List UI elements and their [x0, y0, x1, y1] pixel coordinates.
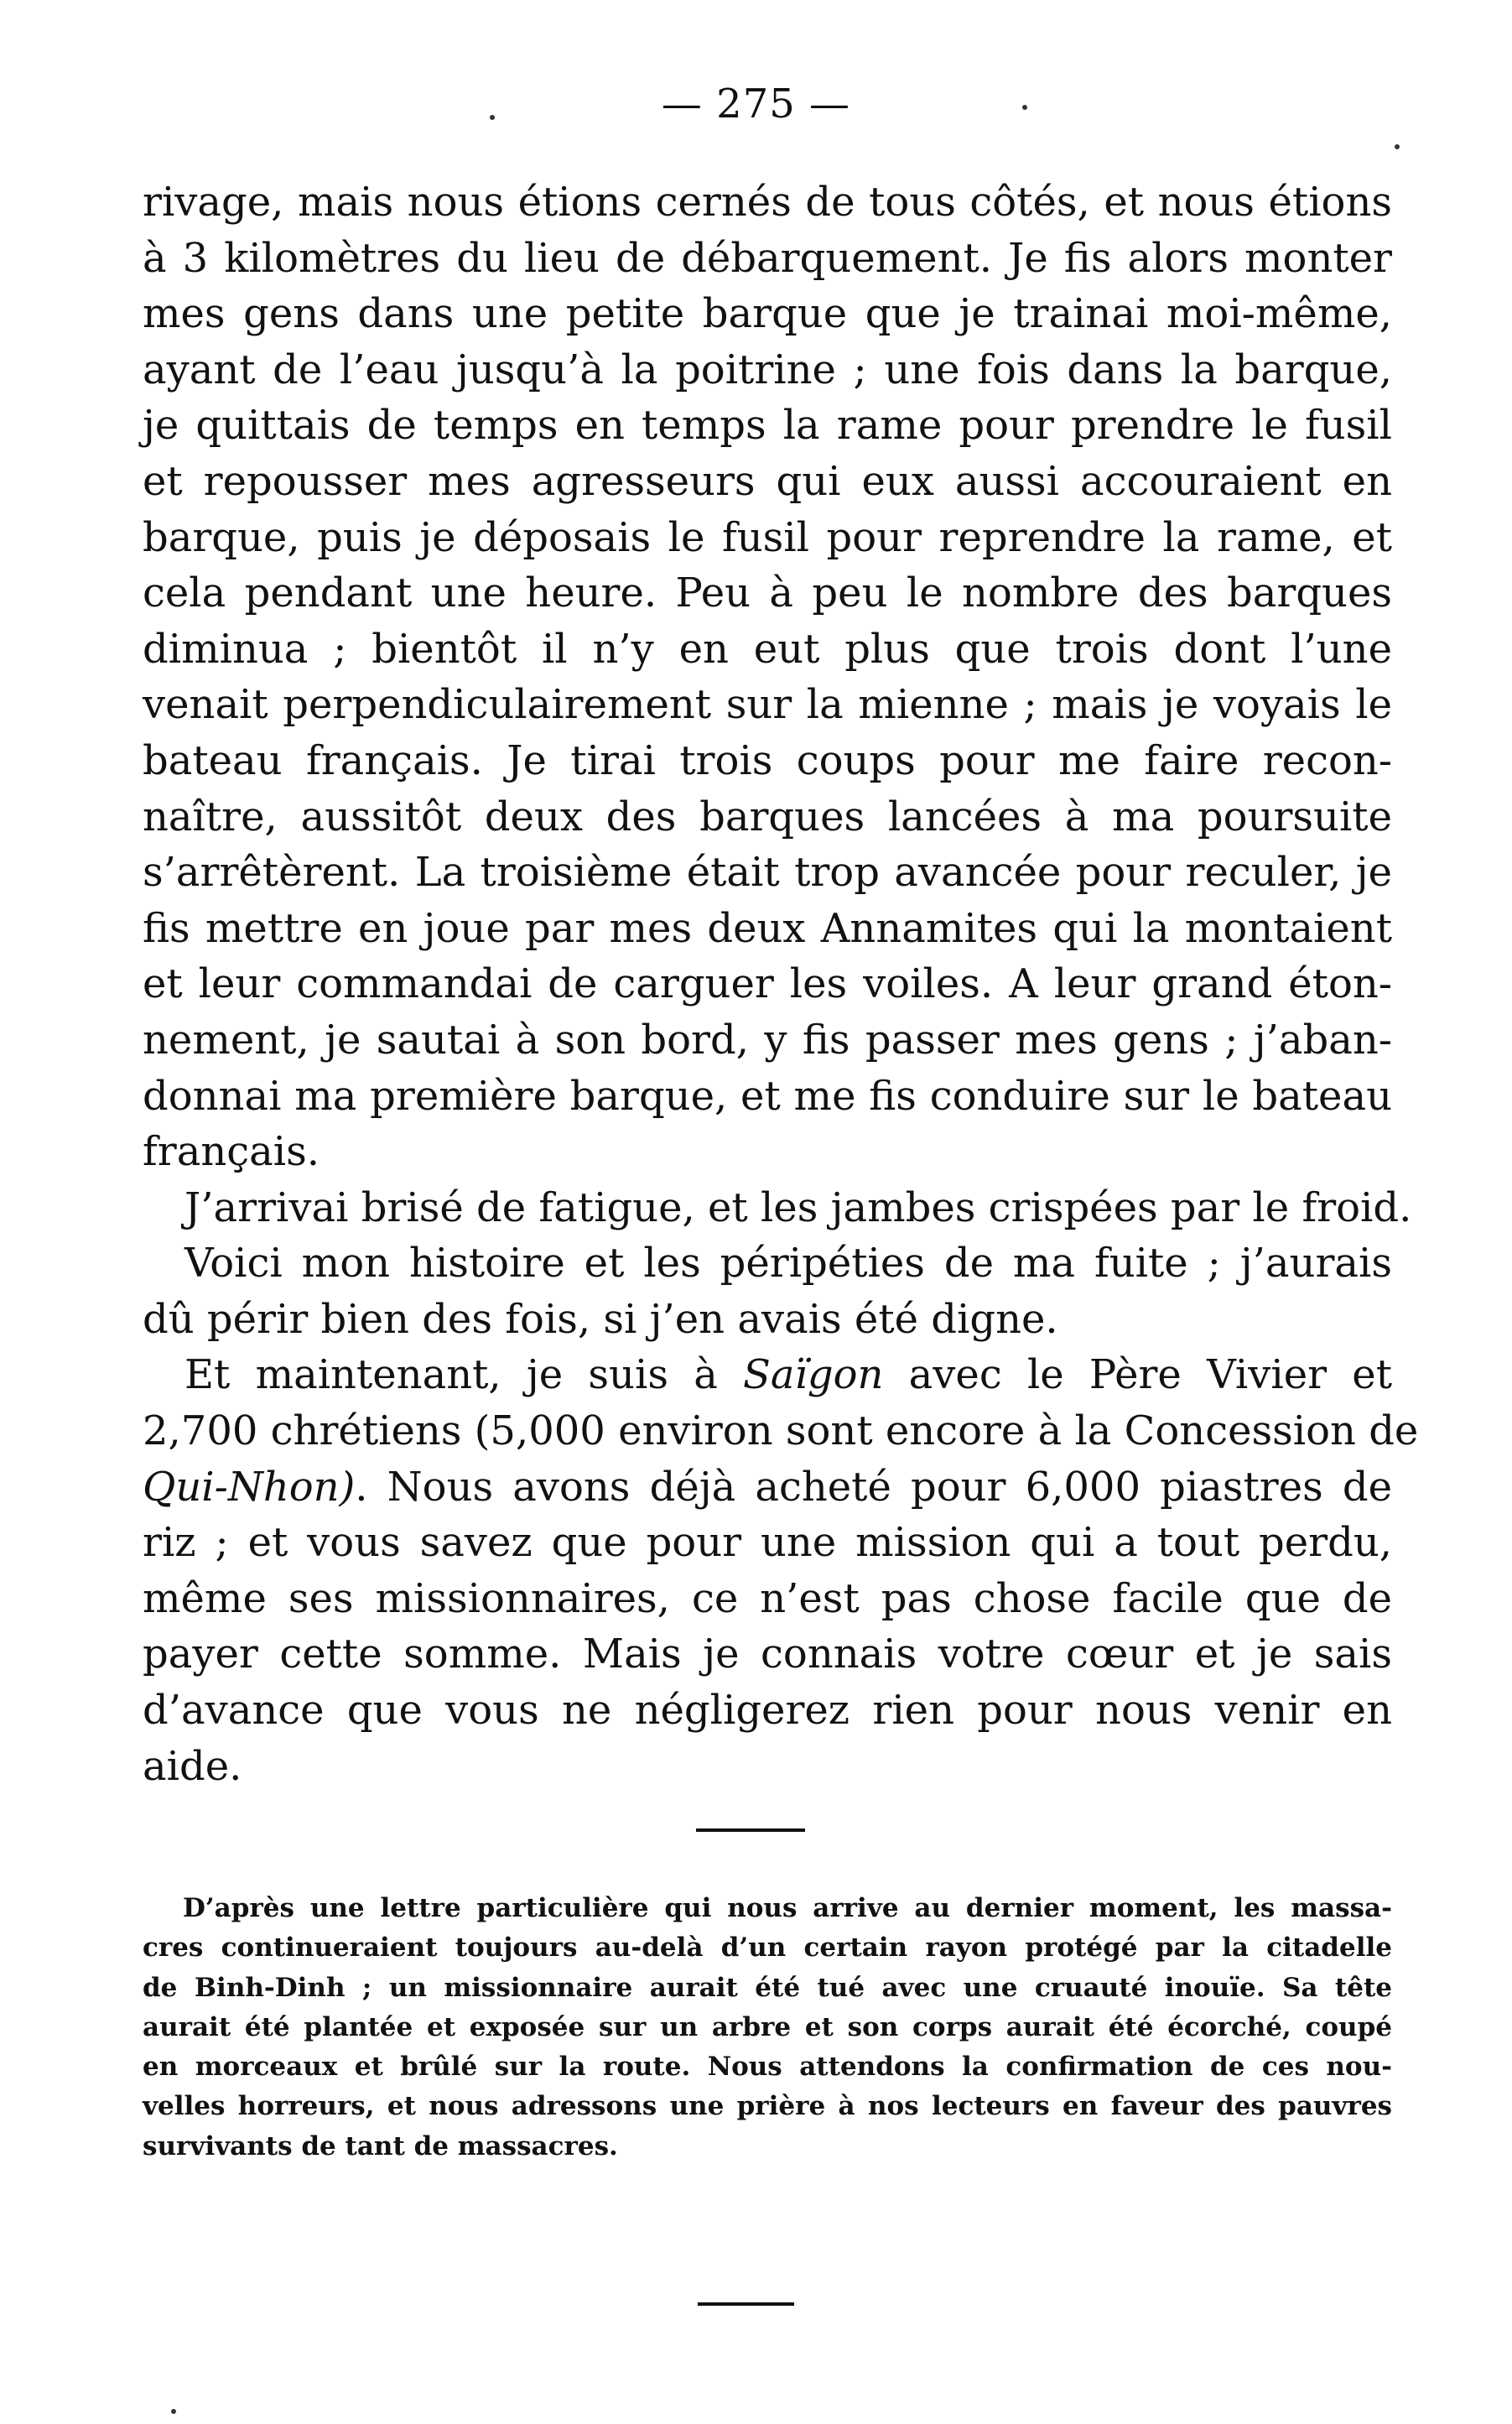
footnote-line: aurait été plantée et exposée sur un arbre et son corps aurait été écorché, coupé	[143, 2011, 1392, 2042]
paragraph-line: 2,700 chrétiens (5,000 environ sont encore à la Concession de	[143, 1407, 1419, 1455]
footnote-line: D’après une lettre particulière qui nous arrive au dernier moment, les massa-	[183, 1893, 1392, 1923]
text-line: bateau français. Je tirai trois coups pour me faire recon-	[143, 736, 1392, 784]
paragraph-line: Voici mon histoire et les péripéties de ma fuite ; j’aurais	[184, 1240, 1392, 1287]
footnote	[143, 1889, 1392, 2167]
text-line: nement, je sautai à son bord, y fis passer mes gens ; j’aban-	[143, 1016, 1392, 1064]
end-divider	[698, 2302, 794, 2306]
paragraph-line: J’arrivai brisé de fatigue, et les jambes crispées par le froid.	[184, 1183, 1412, 1231]
place-name-saigon: Saïgon	[743, 1351, 884, 1399]
footnote-line: en morceaux et brûlé sur la route. Nous attendons la confirmation de ces nou-	[143, 2052, 1392, 2083]
footnote-line: cres continueraient toujours au-delà d’un certain rayon protégé par la citadelle	[143, 1932, 1392, 1964]
place-name-quinhon: Qui-Nhon)	[143, 1463, 356, 1511]
speck-mark	[171, 2409, 176, 2414]
footnote-line: de Binh-Dinh ; un missionnaire aurait été tué avec une cruauté inouïe. Sa tête	[143, 1972, 1392, 2003]
paragraph-line: d’avance que vous ne négligerez rien pour nous venir en	[143, 1687, 1392, 1735]
text-line: à 3 kilomètres du lieu de débarquement. Je fis alors monter	[143, 234, 1392, 282]
paragraph-line: dû périr bien des fois, si j’en avais été digne.	[143, 1295, 1058, 1343]
text-line: et leur commandai de carguer les voiles. A leur grand éton-	[143, 960, 1392, 1008]
paragraph-line: même ses missionnaires, ce n’est pas chose facile que de	[143, 1574, 1392, 1622]
text-line: naître, aussitôt deux des barques lancées à ma poursuite	[143, 793, 1392, 840]
paragraph-line	[143, 1459, 1392, 1516]
text-line: donnai ma première barque, et me fis conduire sur le bateau	[143, 1072, 1392, 1120]
text-line: cela pendant une heure. Peu à peu le nombre des barques	[143, 570, 1392, 617]
text-line: rivage, mais nous étions cernés de tous côtés, et nous étions	[143, 179, 1392, 226]
text-run: Et maintenant, je suis à	[184, 1351, 744, 1399]
text-run: avec le Père Vivier et	[883, 1351, 1392, 1399]
paragraph-line	[143, 1347, 1392, 1403]
text-line: diminua ; bientôt il n’y en eut plus que trois dont l’une	[143, 625, 1392, 673]
text-line: s’arrêtèrent. La troisième était trop avancée pour reculer, je	[143, 849, 1392, 897]
text-run: . Nous avons déjà acheté pour 6,000 piastres de	[355, 1463, 1392, 1511]
footnote-line: velles horreurs, et nous adressons une prière à nos lecteurs en faveur des pauvres	[143, 2091, 1392, 2122]
speck-mark	[490, 115, 495, 120]
paragraph-line: payer cette somme. Mais je connais votre cœur et je sais	[143, 1631, 1392, 1678]
text-line: ayant de l’eau jusqu’à la poitrine ; une fois dans la barque,	[143, 346, 1392, 393]
text-line: français.	[143, 1128, 320, 1176]
text-line: venait perpendiculairement sur la mienne ; mais je voyais le	[143, 681, 1392, 729]
text-line: mes gens dans une petite barque que je trainai moi-même,	[143, 290, 1392, 338]
section-divider	[696, 1828, 805, 1832]
speck-mark	[1395, 144, 1400, 149]
paragraph-line: aide.	[143, 1742, 242, 1790]
text-line: fis mettre en joue par mes deux Annamites qui la montaient	[143, 904, 1392, 952]
page-number: — 275 —	[661, 81, 851, 127]
main-text	[143, 174, 1419, 1794]
text-line: barque, puis je déposais le fusil pour reprendre la rame, et	[143, 513, 1392, 561]
paragraph-line: riz ; et vous savez que pour une mission qui a tout perdu,	[143, 1519, 1392, 1567]
text-line: je quittais de temps en temps la rame pour prendre le fusil	[143, 402, 1392, 450]
speck-mark	[1022, 105, 1027, 110]
text-line: et repousser mes agresseurs qui eux aussi accouraient en	[143, 457, 1392, 505]
footnote-line: survivants de tant de massacres.	[143, 2130, 618, 2161]
